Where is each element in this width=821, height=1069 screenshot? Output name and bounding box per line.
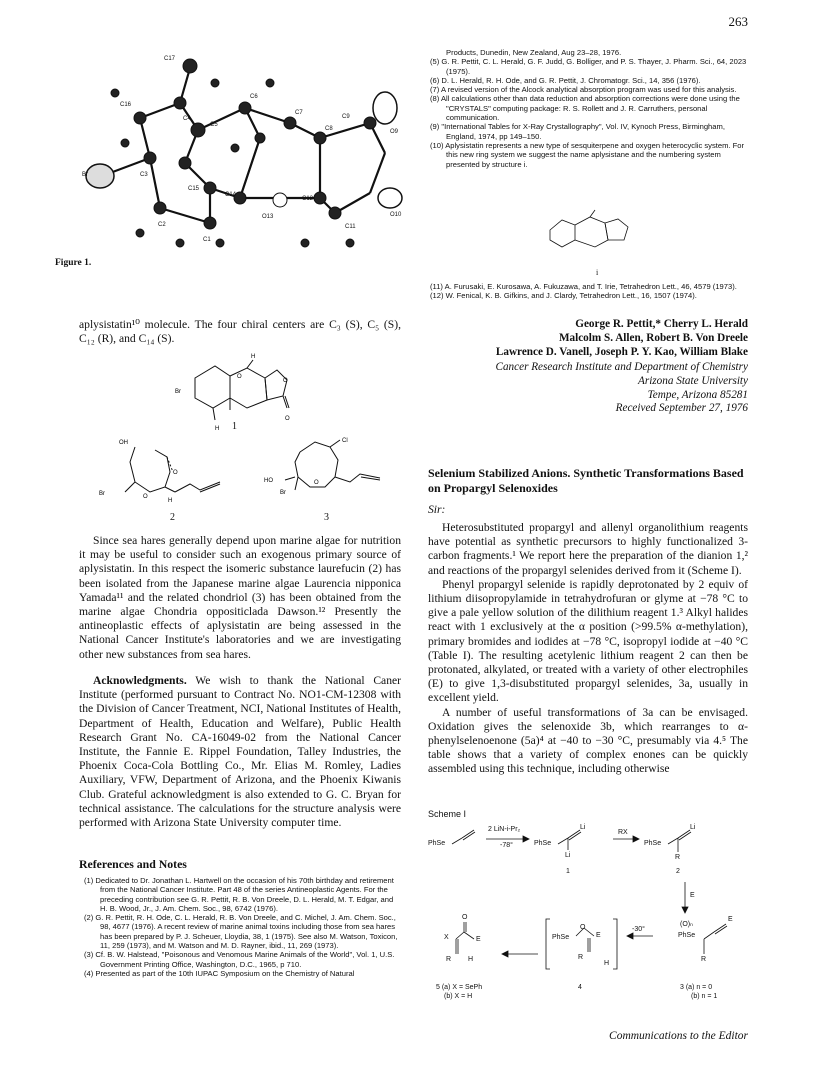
author-line: Malcolm S. Allen, Robert B. Von Dreele	[558, 331, 748, 344]
svg-text:C17: C17	[164, 56, 176, 62]
scheme-text: E	[476, 936, 481, 943]
reference-item: (1) Dedicated to Dr. Jonathan L. Hartwell on the occasion of his 70th birthday and retirement from the National Cancer Institute. Part 48 of the series Antineoplastic Agents. For the preceding contribution see G. R. Pettit, R. B. Von Dreele, D. L. Herald, M. T. Edgar, and H. B. Wood, Jr., J. Am. Chem. Soc., 98, 6742 (1976).	[84, 876, 394, 913]
scheme-text: 2 LiN-i-Pr₂	[488, 826, 521, 833]
structure-i-label: i	[596, 268, 599, 277]
scheme-text: R	[578, 954, 584, 961]
scheme-text: 3 (a) n = 0	[680, 984, 713, 991]
svg-text:C16: C16	[120, 102, 132, 108]
affiliation-line: Arizona State University	[638, 374, 748, 387]
structure-1-label: 1	[232, 421, 237, 432]
svg-text:C12: C12	[302, 196, 314, 202]
scheme-text: Li	[565, 852, 571, 859]
scheme-text: E	[728, 916, 733, 923]
ack-heading: Acknowledgments.	[93, 674, 187, 687]
reference-item: (10) Aplysistatin represents a new type of sesquiterpene and oxygen heterocyclic system. For this new ring system we suggest the name aplysistane and the numbering system presented by structure i.	[430, 140, 745, 169]
svg-text:H: H	[215, 426, 220, 432]
scheme-text: PhSe	[644, 840, 662, 847]
author-line: George R. Pettit,* Cherry L. Herald	[575, 318, 748, 330]
scheme-text: O	[462, 914, 468, 921]
affiliation-line: Tempe, Arizona 85281	[647, 388, 748, 401]
structure-3-label: 3	[324, 512, 329, 523]
scheme-text: Li	[690, 824, 696, 831]
svg-text:O10: O10	[390, 212, 402, 218]
scheme-text: 2	[676, 868, 680, 875]
author-line: Lawrence D. Vanell, Joseph P. Y. Kao, William Blake	[495, 345, 748, 358]
article-title: Selenium Stabilized Anions. Synthetic Transformations Based on Propargyl Selenoxides	[428, 466, 744, 495]
svg-text:O: O	[173, 470, 178, 476]
structure-2	[95, 432, 235, 512]
svg-text:C11: C11	[345, 224, 356, 230]
svg-text:Br: Br	[82, 172, 88, 178]
svg-text:C1: C1	[203, 237, 211, 243]
svg-text:O13: O13	[262, 214, 274, 220]
scheme-text: PhSe	[428, 840, 446, 847]
scheme-1	[428, 824, 750, 1024]
paragraph-sea-hares	[79, 534, 401, 662]
references-right-bottom	[430, 282, 748, 301]
body-paragraph: A number of useful transformations of 3a can be envisaged. Oxidation gives the selenoxide 3b, which rearranges to α-phenylselenoenone (5a)⁴ at −40 to −30 °C, presumably via 4.⁵ The table shows that a variety of complex enones can be quickly assembled using this technique, including otherwise	[428, 705, 748, 776]
reference-item: Products, Dunedin, New Zealand, Aug 23–28, 1976.	[446, 48, 622, 57]
refs-heading: References and Notes	[79, 857, 187, 871]
reference-item: (4) Presented as part of the 10th IUPAC Symposium on the Chemistry of Natural	[84, 968, 355, 978]
references-left	[84, 876, 402, 978]
ortep-figure	[80, 48, 420, 263]
scheme-text: -78°	[500, 842, 513, 849]
scheme-title: Scheme I	[428, 809, 467, 819]
svg-text:C4: C4	[183, 116, 191, 122]
scheme-text: 4	[578, 984, 582, 991]
structure-1	[175, 348, 305, 438]
structure-i	[540, 205, 650, 265]
svg-text:Br: Br	[280, 490, 286, 496]
svg-text:Br: Br	[175, 389, 181, 395]
svg-text:O: O	[285, 416, 290, 422]
running-footer: Communications to the Editor	[609, 1030, 748, 1042]
references-right-top	[430, 48, 748, 169]
body-paragraph: Phenyl propargyl selenide is rapidly deprotonated by 2 equiv of lithium diisopropylamide in tetrahydrofuran or glyme at −78 °C to give a pale yellow solution of the dilithium reagent 1.³ Alkyl halides react with 1 exclusively at the α position (>99.5% α-methylation), primary bromides and iodides at −78 °C, isopropyl iodide at −40 °C (Table I). The resulting acetylenic lithium reagent 2 can then be protonated, alkylated, or treated with a variety of other electrophiles (E) to give 1,3-disubstituted propargyl selenides, 3a, usually in excellent yield.	[428, 577, 748, 705]
reference-item: (5) G. R. Pettit, C. L. Herald, G. F. Judd, G. Bolliger, and P. S. Thayer, J. Pharm. Sci., 64, 2023 (1975).	[430, 57, 747, 76]
svg-text:H: H	[251, 354, 256, 360]
reference-item: (6) D. L. Herald, R. H. Ode, and G. R. Pettit, J. Chromatogr. Sci., 14, 356 (1976).	[430, 75, 701, 85]
scheme-text: -30°	[632, 926, 645, 933]
svg-text:C7: C7	[295, 110, 303, 116]
acknowledgments	[79, 674, 401, 830]
svg-text:O9: O9	[390, 129, 399, 135]
salutation: Sir:	[428, 503, 446, 516]
svg-text:O: O	[314, 480, 319, 486]
scheme-text: (O)ₙ	[680, 921, 693, 928]
scheme-text: PhSe	[678, 932, 696, 939]
scheme-text: (b) X = H	[444, 993, 473, 1000]
reference-item: (12) W. Fenical, K. B. Gifkins, and J. Clardy, Tetrahedron Lett., 16, 1507 (1974).	[430, 291, 697, 301]
svg-text:C15: C15	[188, 186, 200, 192]
svg-text:C6: C6	[250, 94, 258, 100]
body-paragraph: Heterosubstituted propargyl and allenyl organolithium reagents have potential as synthetic precursors to highly functionalized 3-carbon fragments.¹ We report here the preparation of the dianion 1,² and reactions of the propargyl selenides derived from it (Scheme I).	[428, 521, 748, 577]
scheme-text: RX	[618, 829, 628, 836]
svg-text:C5: C5	[210, 122, 218, 128]
structure-3	[260, 432, 400, 512]
affiliation	[420, 361, 748, 416]
svg-text:C3: C3	[140, 172, 148, 178]
scheme-text: X	[444, 934, 449, 941]
article-body	[428, 521, 748, 777]
scheme-text: PhSe	[534, 840, 552, 847]
svg-text:O: O	[143, 494, 148, 500]
scheme-text: 1	[566, 868, 570, 875]
reference-item: (9) "International Tables for X-Ray Crystallography", Vol. IV, Kynoch Press, Birmingham, England, 1974, pp 149–150.	[430, 122, 725, 141]
reference-item: (2) G. R. Pettit, R. H. Ode, C. L. Herald, R. B. Von Dreele, and C. Michel, J. Am. Chem. Soc., 98, 4677 (1976). A recent review of marine animal toxins including those from sea hares has been prepared by P. J. Scheuer, Lloydia, 38, 1 (1975). See also M. Watson, Toxicon, 11, 259 (1973), and M. Watson and M. D. Rayner, ibid., 11, 269 (1973).	[84, 913, 398, 951]
svg-text:O: O	[283, 378, 288, 384]
structure-2-label: 2	[170, 512, 175, 523]
scheme-text: R	[675, 854, 681, 861]
svg-text:C2: C2	[158, 222, 166, 228]
svg-text:C14: C14	[225, 192, 237, 198]
reference-item: (7) A revised version of the Alcock analytical absorption program was used for this analysis.	[430, 85, 737, 95]
author-list	[420, 318, 748, 359]
reference-item: (8) All calculations other than data reduction and absorption corrections were done using the "CRYSTALS" computing package: R. S. Rollett and J. R. Carruthers, personal communication.	[430, 94, 740, 123]
paragraph-text: Since sea hares generally depend upon marine algae for nutrition it may be useful to consider such an exogenous primary source of aplysistatin. In this respect the isomeric substance laurefucin (2) has been isolated from the Japanese marine algae Laurencia nipponica Yamada¹¹ and the related chondriol (3) has been obtained from the marine algae Chondria oppositiclada Dawson.¹² Presently the antineoplastic effects of aplysistatin are being assessed in the National Cancer Institute's laboratories and we are investigating other new substances from sea hares.	[79, 534, 401, 661]
page-number: 263	[728, 14, 748, 29]
svg-text:C9: C9	[342, 114, 350, 120]
svg-text:Br: Br	[99, 491, 105, 497]
reference-item: (11) A. Furusaki, E. Kurosawa, A. Fukuzawa, and T. Irie, Tetrahedron Lett., 46, 4579 (1973).	[430, 282, 737, 291]
scheme-text: H	[604, 960, 610, 967]
scheme-text: PhSe	[552, 934, 570, 941]
scheme-text: H	[468, 956, 474, 963]
reference-item: (3) Cf. B. W. Halstead, "Poisonous and Venomous Marine Animals of the World", Vol. 1, U.S. Government Printing Office, Washington, D.C., 1965, p 710.	[84, 950, 395, 969]
scheme-text: Li	[580, 824, 586, 831]
svg-text:HO: HO	[264, 478, 273, 484]
intro-text: aplysistatin¹⁰ molecule. The four chiral centers are C₃ (S), C₅ (S), C₁₂ (R), and C₁₄ (S).	[79, 318, 401, 346]
svg-text:OH: OH	[119, 440, 128, 446]
scheme-text: O	[580, 924, 586, 931]
scheme-text: R	[701, 956, 707, 963]
svg-text:C8: C8	[325, 126, 333, 132]
scheme-text: R	[446, 956, 452, 963]
ack-text: We wish to thank the National Caner Institute (performed pursuant to Contract No. NO1-CM-12308 with the Division of Cancer Treatment, NCI, National Institutes of Health, Department of Health, Education and Welfare), Public Health Research Grant No. CA-16049-02 from the National Cancer Institute, the Fannie E. Rippel Foundation, Talley Industries, the Phoenix Coca-Cola Bottling Co., Mr. Elias M. Romley, Ladies Auxiliary, VFW, Department of Arizona, and the Phoenix Kiwanis Club. Grateful acknowledgment is also extended to G. C. Bryan for technical assistance. The calculations for the structure analysis were performed with Arizona State University computer time.	[79, 674, 401, 830]
affiliation-line: Cancer Research Institute and Department of Chemistry	[495, 361, 748, 373]
scheme-text: (b) n = 1	[691, 993, 718, 1000]
received-date: Received September 27, 1976	[615, 402, 748, 415]
svg-text:H: H	[168, 498, 173, 504]
figure-caption: Figure 1.	[55, 258, 92, 268]
svg-text:Cl: Cl	[342, 438, 348, 444]
svg-text:O: O	[237, 374, 242, 380]
scheme-text: E	[596, 932, 601, 939]
scheme-text: 5 (a) X = SePh	[436, 984, 483, 991]
scheme-text: E	[690, 892, 695, 899]
